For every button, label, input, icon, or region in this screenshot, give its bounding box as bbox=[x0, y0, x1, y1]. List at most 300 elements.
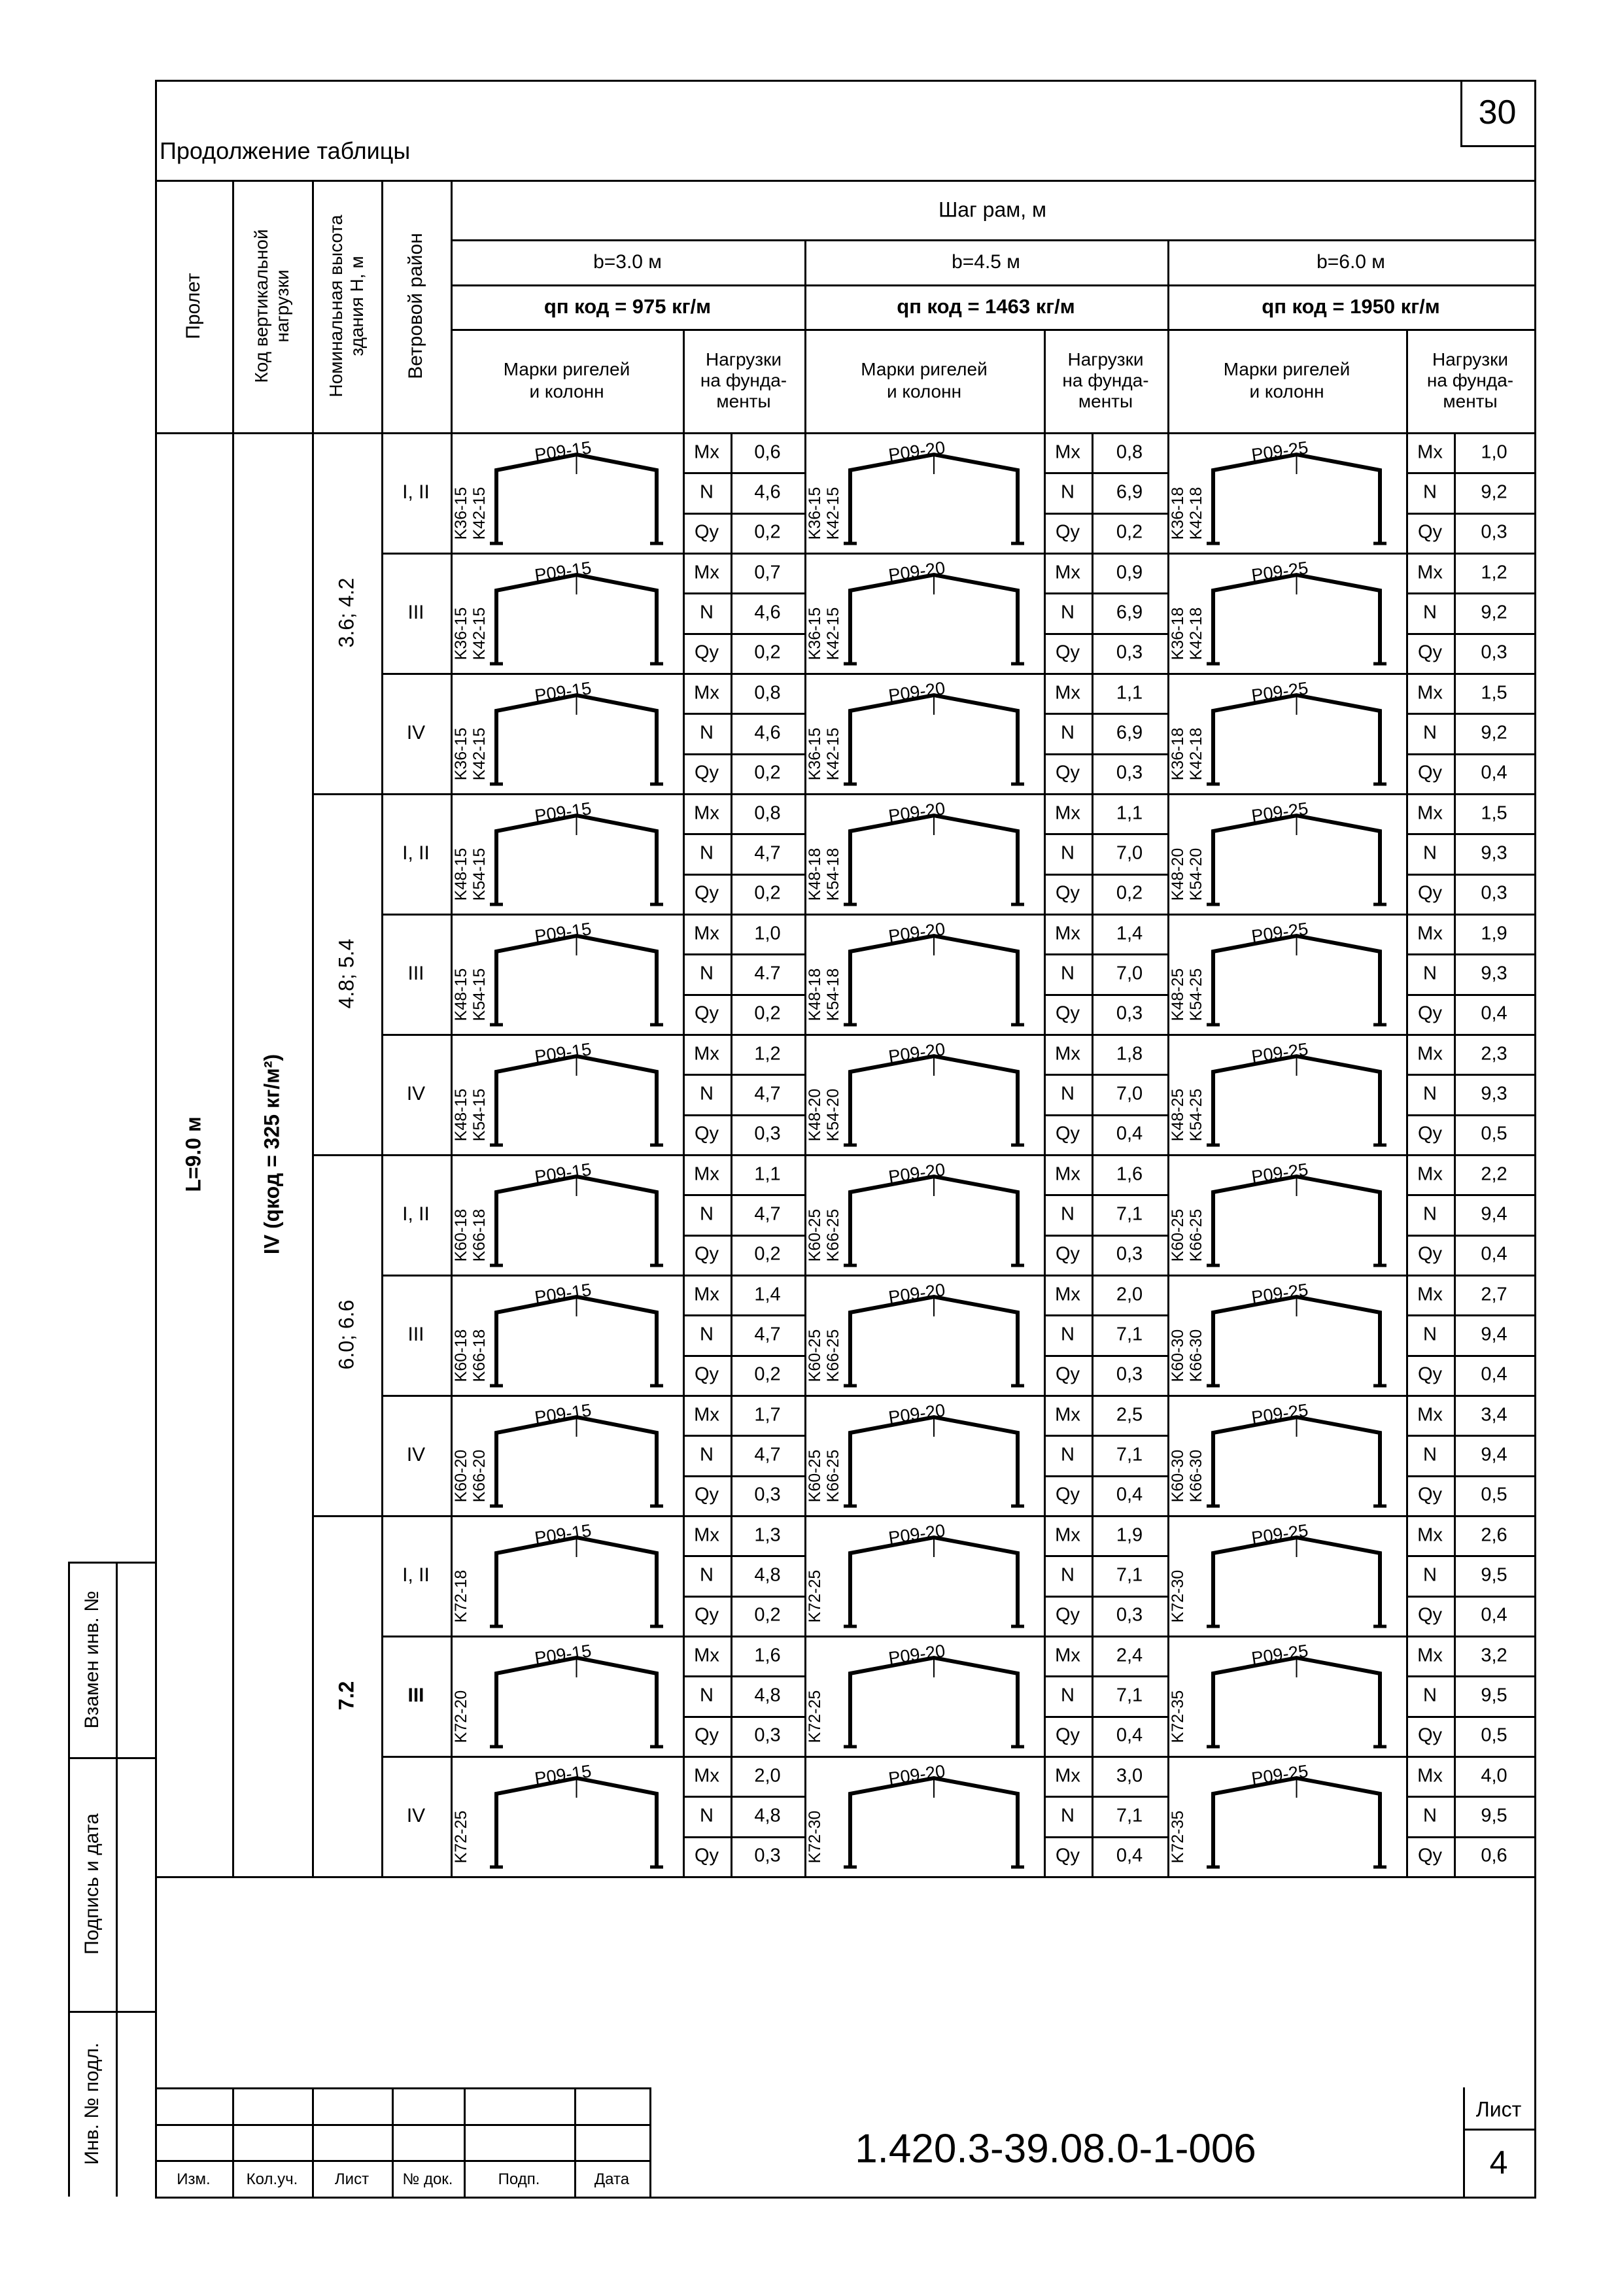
column-mark: K36-18 bbox=[1169, 487, 1187, 540]
load-label-split bbox=[731, 1395, 732, 1515]
frame-bottom bbox=[155, 2197, 1536, 2199]
wind-label: IV bbox=[406, 1083, 426, 1105]
column-mark: K60-25 bbox=[1169, 1208, 1187, 1262]
load-label: N bbox=[1061, 1324, 1075, 1345]
beam-mark: P09-15 bbox=[533, 1641, 593, 1668]
load-value: 1,6 bbox=[1116, 1163, 1143, 1185]
load-label: Mx bbox=[694, 1163, 719, 1185]
load-subrow-line bbox=[1044, 1716, 1167, 1718]
height-label: 3.6; 4.2 bbox=[334, 577, 358, 648]
load-subrow-line bbox=[683, 1435, 804, 1437]
mark-load-line bbox=[683, 329, 685, 1876]
load-subrow-line bbox=[1044, 833, 1167, 835]
load-label: N bbox=[1423, 1203, 1437, 1225]
load-label: Mx bbox=[1417, 1043, 1443, 1065]
load-subrow-line bbox=[1406, 1194, 1534, 1196]
load-label-split bbox=[1092, 1395, 1093, 1515]
stamp-row-line bbox=[68, 2011, 155, 2013]
title-block-column bbox=[312, 2087, 314, 2197]
load-value: 9,5 bbox=[1481, 1564, 1507, 1586]
frame-sketch bbox=[1167, 1034, 1406, 1154]
frame-sketch bbox=[804, 793, 1044, 914]
sheet-label-left bbox=[1463, 2087, 1465, 2197]
load-subrow-line bbox=[1406, 1355, 1534, 1357]
load-value: 9,4 bbox=[1481, 1203, 1507, 1225]
load-subrow-line bbox=[1406, 1114, 1534, 1116]
frame-sketch bbox=[451, 1756, 683, 1876]
column-mark: K36-18 bbox=[1169, 607, 1187, 660]
frame-sketch bbox=[451, 673, 683, 793]
beam-mark: P09-25 bbox=[1250, 1520, 1310, 1548]
load-label-split bbox=[1454, 914, 1456, 1034]
header-loads: Нагрузки на фунда- менты bbox=[700, 349, 787, 411]
load-value: 0,4 bbox=[1116, 1845, 1143, 1866]
load-value: 7,1 bbox=[1116, 1444, 1143, 1465]
load-subrow-line bbox=[1406, 1555, 1534, 1557]
load-value: 1,5 bbox=[1481, 802, 1507, 824]
load-subrow-line bbox=[1044, 513, 1167, 515]
load-label: Qy bbox=[1055, 762, 1080, 783]
load-value: 4,7 bbox=[754, 842, 781, 864]
load-label-split bbox=[1092, 1034, 1093, 1154]
column-mark: K36-15 bbox=[452, 727, 470, 781]
beam-mark: P09-15 bbox=[533, 1159, 593, 1187]
column-mark: K66-25 bbox=[824, 1449, 842, 1503]
table-bottom bbox=[155, 1876, 1534, 1878]
header-step: Шаг рам, м bbox=[938, 197, 1047, 221]
header-b-0: b=3.0 м bbox=[593, 250, 662, 273]
column-mark: K66-30 bbox=[1187, 1449, 1205, 1503]
load-label: Mx bbox=[1417, 562, 1443, 583]
load-value: 0,3 bbox=[1116, 1243, 1143, 1265]
load-value: 9,2 bbox=[1481, 481, 1507, 503]
column-mark: K54-18 bbox=[824, 848, 842, 901]
frame-sketch bbox=[451, 1636, 683, 1756]
load-subrow-line bbox=[1044, 592, 1167, 594]
load-label: N bbox=[1061, 1203, 1075, 1225]
column-mark: K72-35 bbox=[1169, 1690, 1187, 1743]
frame-sketch bbox=[804, 914, 1044, 1034]
load-label: N bbox=[700, 1324, 714, 1345]
load-value: 4,8 bbox=[754, 1685, 781, 1706]
beam-mark: P09-20 bbox=[887, 678, 947, 706]
load-value: 4,7 bbox=[754, 1083, 781, 1105]
load-value: 4,7 bbox=[754, 1203, 781, 1225]
load-label-split bbox=[731, 1515, 732, 1636]
load-label: N bbox=[1423, 1083, 1437, 1105]
stamp-row-line bbox=[68, 1757, 155, 1759]
load-subrow-line bbox=[683, 713, 804, 715]
beam-mark: P09-20 bbox=[887, 1159, 947, 1187]
title-block-col-label: Изм. bbox=[177, 2170, 211, 2188]
frame-top bbox=[155, 80, 1534, 82]
side-stamp-label: Инв. № подл. bbox=[80, 2042, 103, 2165]
load-value: 0,3 bbox=[754, 1123, 781, 1144]
load-value: 0,4 bbox=[1481, 762, 1507, 783]
load-value: 7,0 bbox=[1116, 842, 1143, 864]
load-label: N bbox=[700, 602, 714, 623]
load-subrow-line bbox=[683, 994, 804, 996]
frame-sketch bbox=[451, 793, 683, 914]
column-line bbox=[232, 180, 234, 1876]
load-label: Qy bbox=[694, 1363, 719, 1385]
load-label: Mx bbox=[694, 562, 719, 583]
frame-sketch bbox=[451, 1275, 683, 1395]
load-subrow-line bbox=[1044, 472, 1167, 474]
load-label: Mx bbox=[694, 802, 719, 824]
beam-mark: P09-20 bbox=[887, 1641, 947, 1668]
header-line-3 bbox=[451, 329, 1534, 331]
frame-sketch bbox=[1167, 1515, 1406, 1636]
load-subrow-line bbox=[1044, 1435, 1167, 1437]
load-label-split bbox=[1092, 1756, 1093, 1876]
column-mark: K72-30 bbox=[806, 1810, 824, 1864]
load-subrow-line bbox=[1406, 1836, 1534, 1838]
load-value: 0,5 bbox=[1481, 1123, 1507, 1144]
load-label: N bbox=[1423, 481, 1437, 503]
load-value: 2,4 bbox=[1116, 1645, 1143, 1666]
load-value: 2,0 bbox=[754, 1765, 781, 1787]
header-load-code: Код вертикальной нагрузки bbox=[251, 229, 292, 383]
load-label-split bbox=[1454, 1034, 1456, 1154]
load-label: Qy bbox=[1055, 1724, 1080, 1746]
header-q-2: qп код = 1950 кг/м bbox=[1262, 295, 1440, 318]
load-subrow-line bbox=[1406, 1235, 1534, 1237]
load-label-split bbox=[1092, 914, 1093, 1034]
frame-sketch bbox=[1167, 914, 1406, 1034]
load-label: Qy bbox=[1055, 1002, 1080, 1024]
load-label: Qy bbox=[694, 1123, 719, 1144]
load-label: Qy bbox=[694, 1243, 719, 1265]
load-value: 3,0 bbox=[1116, 1765, 1143, 1787]
load-subrow-line bbox=[683, 1194, 804, 1196]
load-value: 9,4 bbox=[1481, 1324, 1507, 1345]
load-label: Mx bbox=[1417, 1284, 1443, 1305]
frame-sketch bbox=[804, 432, 1044, 553]
load-label-split bbox=[731, 553, 732, 673]
load-value: 1,5 bbox=[1481, 682, 1507, 704]
column-mark: K48-15 bbox=[452, 968, 470, 1021]
load-subrow-line bbox=[1406, 472, 1534, 474]
load-value: 0,2 bbox=[754, 882, 781, 904]
load-label: Mx bbox=[1417, 1645, 1443, 1666]
column-mark: K66-18 bbox=[470, 1329, 489, 1382]
load-label: Qy bbox=[1417, 1604, 1443, 1626]
column-mark: K54-18 bbox=[824, 968, 842, 1021]
load-label: Mx bbox=[1417, 1524, 1443, 1546]
load-label: Qy bbox=[1417, 1845, 1443, 1866]
load-value: 0,4 bbox=[1116, 1123, 1143, 1144]
load-subrow-line bbox=[683, 1114, 804, 1116]
load-label: N bbox=[1061, 1805, 1075, 1826]
load-value: 2,5 bbox=[1116, 1404, 1143, 1426]
frame-sketch bbox=[451, 1395, 683, 1515]
wind-label: IV bbox=[406, 1444, 426, 1465]
load-label-split bbox=[1092, 1636, 1093, 1756]
load-subrow-line bbox=[1044, 1796, 1167, 1798]
column-mark: K60-20 bbox=[452, 1449, 470, 1503]
title-block-col-label: Кол.уч. bbox=[246, 2170, 298, 2188]
load-value: 0,2 bbox=[1116, 521, 1143, 543]
load-subrow-line bbox=[1406, 833, 1534, 835]
wind-label: IV bbox=[406, 722, 426, 744]
load-value: 9,2 bbox=[1481, 602, 1507, 623]
load-value: 0,2 bbox=[754, 642, 781, 663]
header-q-0: qп код = 975 кг/м bbox=[543, 295, 712, 318]
load-label: N bbox=[700, 1083, 714, 1105]
load-label: Mx bbox=[1417, 802, 1443, 824]
column-mark: K66-25 bbox=[824, 1329, 842, 1382]
load-subrow-line bbox=[1406, 1074, 1534, 1076]
load-value: 0,8 bbox=[1116, 441, 1143, 463]
column-mark: K60-18 bbox=[452, 1329, 470, 1382]
wind-label: I, II bbox=[402, 1203, 430, 1225]
column-mark: K66-25 bbox=[824, 1208, 842, 1262]
load-label-split bbox=[731, 1756, 732, 1876]
frame-left bbox=[155, 80, 157, 2197]
frame-sketch bbox=[804, 1515, 1044, 1636]
load-label: Qy bbox=[694, 521, 719, 543]
load-subrow-line bbox=[683, 592, 804, 594]
load-label: Qy bbox=[1055, 642, 1080, 663]
load-label: Qy bbox=[1417, 1363, 1443, 1385]
wind-label: I, II bbox=[402, 481, 430, 503]
load-label-split bbox=[1454, 1636, 1456, 1756]
frame-sketch bbox=[451, 553, 683, 673]
load-label: N bbox=[700, 1444, 714, 1465]
load-subrow-line bbox=[1044, 1314, 1167, 1316]
beam-mark: P09-20 bbox=[887, 1280, 947, 1307]
load-value: 0,4 bbox=[1116, 1724, 1143, 1746]
beam-mark: P09-15 bbox=[533, 1280, 593, 1307]
load-label: Mx bbox=[1417, 923, 1443, 944]
column-mark: K72-25 bbox=[806, 1569, 824, 1623]
beam-mark: P09-15 bbox=[533, 1520, 593, 1548]
column-mark: K54-15 bbox=[470, 848, 489, 901]
load-value: 0,2 bbox=[754, 762, 781, 783]
load-subrow-line bbox=[683, 753, 804, 755]
document-code: 1.420.3-39.08.0-1-006 bbox=[855, 2126, 1256, 2172]
load-label-split bbox=[1454, 1395, 1456, 1515]
column-mark: K66-20 bbox=[470, 1449, 489, 1503]
load-label-split bbox=[1092, 1275, 1093, 1395]
load-label: Mx bbox=[694, 682, 719, 704]
beam-mark: P09-15 bbox=[533, 919, 593, 946]
sheet-box-left bbox=[1460, 80, 1462, 145]
load-value: 9,3 bbox=[1481, 963, 1507, 984]
beam-mark: P09-25 bbox=[1250, 1280, 1310, 1307]
load-subrow-line bbox=[1044, 1235, 1167, 1237]
column-mark: K42-15 bbox=[470, 487, 489, 540]
column-mark: K72-35 bbox=[1169, 1810, 1187, 1864]
load-value: 0,3 bbox=[1116, 642, 1143, 663]
column-mark: K54-25 bbox=[1187, 968, 1205, 1021]
load-label: Qy bbox=[694, 882, 719, 904]
column-mark: K60-30 bbox=[1169, 1449, 1187, 1503]
header-height: Номинальная высота здания H, м bbox=[326, 214, 367, 398]
load-subrow-line bbox=[1044, 1074, 1167, 1076]
load-value: 0,5 bbox=[1481, 1484, 1507, 1505]
frame-sketch bbox=[451, 1515, 683, 1636]
title-block-col-label: Лист bbox=[334, 2170, 370, 2188]
load-label-split bbox=[1092, 1515, 1093, 1636]
load-subrow-line bbox=[1406, 1675, 1534, 1677]
load-value: 0,3 bbox=[1116, 1604, 1143, 1626]
load-label: Mx bbox=[1055, 441, 1080, 463]
load-subrow-line bbox=[1044, 1475, 1167, 1477]
load-value: 4,6 bbox=[754, 602, 781, 623]
load-value: 6,9 bbox=[1116, 722, 1143, 744]
load-label: N bbox=[1061, 602, 1075, 623]
load-label-split bbox=[1454, 1154, 1456, 1275]
frame-sketch bbox=[1167, 1636, 1406, 1756]
load-value: 0,7 bbox=[754, 562, 781, 583]
load-label: Qy bbox=[1055, 1604, 1080, 1626]
load-label-split bbox=[731, 673, 732, 793]
load-label: Mx bbox=[1055, 1524, 1080, 1546]
load-value: 7,0 bbox=[1116, 963, 1143, 984]
load-label: N bbox=[1061, 963, 1075, 984]
frame-sketch bbox=[451, 432, 683, 553]
load-label: Qy bbox=[694, 1484, 719, 1505]
load-label-split bbox=[1454, 673, 1456, 793]
load-value: 9,2 bbox=[1481, 722, 1507, 744]
column-mark: K48-20 bbox=[806, 1088, 824, 1142]
load-value: 3,4 bbox=[1481, 1404, 1507, 1426]
load-value: 0,3 bbox=[754, 1484, 781, 1505]
load-value: 0,2 bbox=[754, 521, 781, 543]
load-label-split bbox=[1454, 432, 1456, 553]
column-mark: K42-18 bbox=[1187, 607, 1205, 660]
load-subrow-line bbox=[1406, 713, 1534, 715]
column-mark: K54-15 bbox=[470, 968, 489, 1021]
load-label: Qy bbox=[1417, 521, 1443, 543]
load-label: Mx bbox=[1055, 1043, 1080, 1065]
side-stamp-label: Взамен инв. № bbox=[80, 1590, 103, 1728]
beam-mark: P09-15 bbox=[533, 1039, 593, 1067]
load-value: 1,8 bbox=[1116, 1043, 1143, 1065]
column-mark: K54-15 bbox=[470, 1088, 489, 1142]
load-value: 4,6 bbox=[754, 722, 781, 744]
load-label: N bbox=[1423, 1444, 1437, 1465]
load-subrow-line bbox=[1406, 1475, 1534, 1477]
column-mark: K54-20 bbox=[1187, 848, 1205, 901]
height-label: 7.2 bbox=[334, 1681, 358, 1711]
load-value: 7,1 bbox=[1116, 1324, 1143, 1345]
column-mark: K42-15 bbox=[824, 487, 842, 540]
load-subrow-line bbox=[1044, 1596, 1167, 1598]
load-label: N bbox=[1061, 1564, 1075, 1586]
column-mark: K48-25 bbox=[1169, 1088, 1187, 1142]
column-mark: K42-18 bbox=[1187, 487, 1205, 540]
frame-sketch bbox=[804, 1636, 1044, 1756]
load-value: 0,3 bbox=[754, 1845, 781, 1866]
load-value: 1,0 bbox=[754, 923, 781, 944]
load-value: 2,7 bbox=[1481, 1284, 1507, 1305]
frame-right bbox=[1534, 80, 1536, 2197]
table-caption: Продолжение таблицы bbox=[160, 137, 411, 164]
frame-sketch bbox=[451, 1034, 683, 1154]
load-label: Qy bbox=[1055, 882, 1080, 904]
load-value: 9,3 bbox=[1481, 842, 1507, 864]
load-label-split bbox=[1454, 1515, 1456, 1636]
load-value: 3,2 bbox=[1481, 1645, 1507, 1666]
column-mark: K42-15 bbox=[470, 607, 489, 660]
load-subrow-line bbox=[1406, 753, 1534, 755]
header-marks: Марки ригелей и колонн bbox=[861, 359, 988, 402]
load-value: 0,3 bbox=[1116, 1363, 1143, 1385]
load-subrow-line bbox=[1044, 994, 1167, 996]
load-label: Mx bbox=[694, 1404, 719, 1426]
load-subrow-line bbox=[1044, 1114, 1167, 1116]
load-value: 4,7 bbox=[754, 1324, 781, 1345]
load-subrow-line bbox=[1044, 1836, 1167, 1838]
load-label: Mx bbox=[1055, 1765, 1080, 1787]
load-subrow-line bbox=[683, 633, 804, 635]
load-value: 0,4 bbox=[1116, 1484, 1143, 1505]
beam-mark: P09-25 bbox=[1250, 1641, 1310, 1668]
load-label: Mx bbox=[1417, 682, 1443, 704]
frame-sketch bbox=[1167, 553, 1406, 673]
load-label-split bbox=[1092, 432, 1093, 553]
column-mark: K36-18 bbox=[1169, 727, 1187, 781]
load-label-split bbox=[731, 1154, 732, 1275]
load-label: Qy bbox=[1055, 1243, 1080, 1265]
stamp-left bbox=[68, 1562, 70, 2197]
beam-mark: P09-20 bbox=[887, 919, 947, 946]
column-mark: K48-18 bbox=[806, 968, 824, 1021]
column-mark: K42-15 bbox=[824, 727, 842, 781]
load-value: 7,1 bbox=[1116, 1685, 1143, 1706]
load-label: Mx bbox=[694, 1284, 719, 1305]
column-mark: K54-25 bbox=[1187, 1088, 1205, 1142]
load-value: 2,3 bbox=[1481, 1043, 1507, 1065]
load-label: Mx bbox=[694, 1043, 719, 1065]
load-subrow-line bbox=[683, 1555, 804, 1557]
column-mark: K48-25 bbox=[1169, 968, 1187, 1021]
load-value: 7,1 bbox=[1116, 1564, 1143, 1586]
load-label: N bbox=[700, 722, 714, 744]
load-subrow-line bbox=[1044, 1555, 1167, 1557]
load-label: Qy bbox=[1417, 1243, 1443, 1265]
beam-mark: P09-25 bbox=[1250, 678, 1310, 706]
load-label-split bbox=[1454, 1275, 1456, 1395]
beam-mark: P09-20 bbox=[887, 1400, 947, 1428]
load-subrow-line bbox=[1406, 1596, 1534, 1598]
load-value: 0,2 bbox=[754, 1002, 781, 1024]
column-mark: K66-18 bbox=[470, 1208, 489, 1262]
sheet-number: 30 bbox=[1478, 94, 1517, 131]
beam-mark: P09-25 bbox=[1250, 558, 1310, 585]
load-subrow-line bbox=[683, 472, 804, 474]
column-line bbox=[312, 180, 314, 1876]
load-label: N bbox=[700, 1685, 714, 1706]
mark-load-line bbox=[1044, 329, 1046, 1876]
load-value: 2,6 bbox=[1481, 1524, 1507, 1546]
load-value: 0,3 bbox=[1116, 762, 1143, 783]
stamp-row-line bbox=[68, 1562, 155, 1564]
load-label: N bbox=[1061, 481, 1075, 503]
load-label: N bbox=[1061, 1083, 1075, 1105]
load-label-split bbox=[1092, 553, 1093, 673]
load-subrow-line bbox=[1406, 1314, 1534, 1316]
load-value: 0,3 bbox=[1481, 882, 1507, 904]
load-label: Qy bbox=[1055, 1484, 1080, 1505]
load-label: N bbox=[700, 842, 714, 864]
beam-mark: P09-15 bbox=[533, 437, 593, 465]
load-value: 4.7 bbox=[754, 963, 781, 984]
load-value: 0,6 bbox=[1481, 1845, 1507, 1866]
